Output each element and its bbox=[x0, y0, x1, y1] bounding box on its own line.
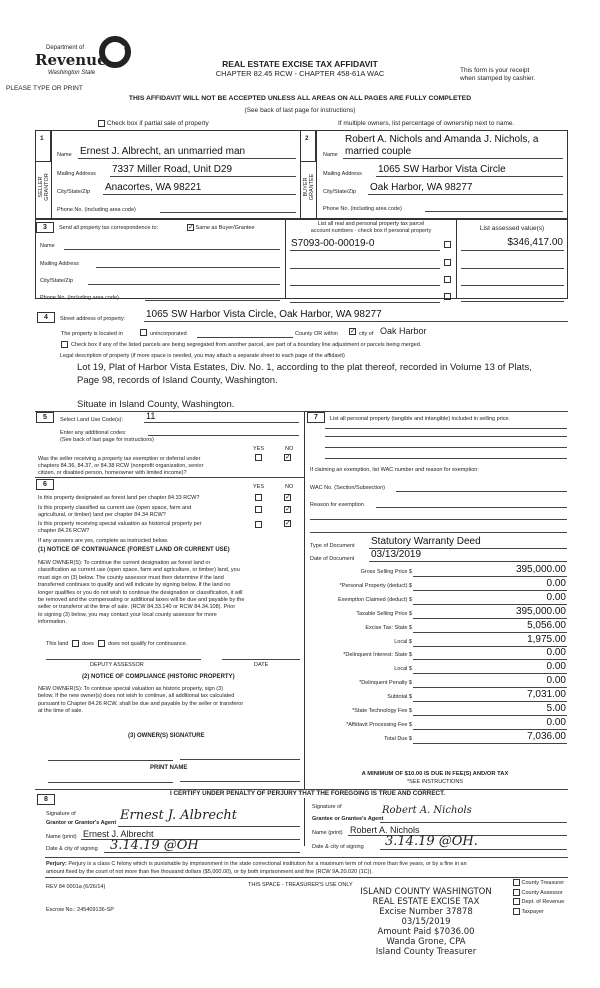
assessed-value[interactable]: $346,417.00 bbox=[507, 237, 563, 248]
amount-value[interactable]: 5.00 bbox=[546, 703, 566, 714]
section-7-number: 7 bbox=[307, 412, 325, 423]
amount-value[interactable]: 1,975.00 bbox=[527, 633, 566, 645]
segregated-checkbox[interactable] bbox=[61, 341, 68, 348]
amount-value[interactable]: 7,031.00 bbox=[527, 689, 566, 701]
personal-property-checkbox[interactable] bbox=[444, 259, 451, 266]
copy-checkbox[interactable]: County Treasurer bbox=[513, 879, 564, 889]
amount-label: Excise Tax: State $ bbox=[365, 624, 412, 631]
amount-label: Exemption Claimed (deduct) $ bbox=[338, 596, 412, 603]
personal-property-line[interactable] bbox=[325, 447, 567, 448]
logo-state: Washington State bbox=[48, 70, 96, 76]
buyer-grantee-label: BUYER GRANTEE bbox=[303, 173, 315, 201]
seller-name[interactable]: Ernest J. Albrecht, an unmarried man bbox=[80, 146, 246, 157]
grantee-date-city[interactable]: 3.14.19 @OH. bbox=[385, 834, 478, 849]
unincorporated-checkbox[interactable] bbox=[140, 329, 147, 336]
amount-value[interactable]: 395,000.00 bbox=[515, 605, 566, 617]
partial-sale-checkbox[interactable]: Check box if partial sale of property bbox=[98, 120, 209, 127]
deputy-assessor-line[interactable] bbox=[46, 659, 201, 660]
exemption-reason-field[interactable] bbox=[376, 507, 567, 508]
form-revision: REV 84 0001a (6/26/14) bbox=[46, 884, 106, 890]
personal-property-checkbox[interactable] bbox=[444, 241, 451, 248]
buyer-phone[interactable] bbox=[425, 211, 563, 212]
amount-label: *Personal Property (deduct) $ bbox=[339, 582, 412, 589]
amount-label: *Affidavit Processing Fee $ bbox=[346, 721, 412, 728]
section-3-number: 3 bbox=[36, 222, 54, 233]
historic-yes-checkbox[interactable] bbox=[255, 521, 262, 528]
forest-yes-checkbox[interactable] bbox=[255, 494, 262, 501]
receipt-note-2: when stamped by cashier. bbox=[460, 75, 536, 82]
buyer-address[interactable]: 1065 SW Harbor Vista Circle bbox=[378, 164, 506, 175]
amount-label: Local $ bbox=[394, 638, 412, 645]
buyer-city[interactable]: Oak Harbor, WA 98277 bbox=[370, 182, 473, 193]
property-city[interactable]: Oak Harbor bbox=[380, 326, 427, 336]
section-1-number: 1 bbox=[40, 135, 44, 142]
wac-number-field[interactable] bbox=[396, 491, 567, 492]
amount-value[interactable]: 0.00 bbox=[546, 675, 566, 687]
certify-statement: I CERTIFY UNDER PENALTY OF PERJURY THAT THE FOREGOING IS TRUE AND CORRECT. bbox=[170, 790, 445, 797]
section-8-number: 8 bbox=[37, 794, 55, 805]
logo-dept: Department of bbox=[46, 45, 85, 51]
tax-address-field[interactable] bbox=[96, 267, 280, 268]
situate[interactable]: Situate in Island County, Washington. bbox=[77, 399, 235, 410]
see-back: (See back of last page for instructions) bbox=[244, 107, 356, 114]
receipt-note-1: This form is your receipt bbox=[460, 67, 530, 74]
seller-city[interactable]: Anacortes, WA 98221 bbox=[105, 182, 202, 193]
additional-codes-field[interactable] bbox=[148, 435, 299, 436]
amount-label: Subtotal $ bbox=[387, 694, 412, 701]
amount-label: *Delinquent Penalty $ bbox=[359, 680, 412, 687]
qualifies-checkbox[interactable] bbox=[72, 640, 79, 647]
amount-label: *Delinquent Interest: State $ bbox=[343, 652, 412, 659]
legal-description-2[interactable]: Page 98, records of Island County, Washington. bbox=[77, 375, 278, 386]
amount-value[interactable]: 7,036.00 bbox=[527, 730, 566, 742]
tax-phone-field[interactable] bbox=[145, 300, 280, 301]
personal-property-checkbox[interactable] bbox=[444, 276, 451, 283]
section-5-number: 5 bbox=[36, 412, 54, 423]
personal-property-line[interactable] bbox=[325, 436, 567, 437]
amount-value[interactable]: 0.00 bbox=[546, 716, 566, 728]
amount-label: Local $ bbox=[394, 666, 412, 673]
exemption-yes-checkbox[interactable] bbox=[255, 454, 262, 461]
treasurer-stamp: ISLAND COUNTY WASHINGTON REAL ESTATE EXCISE TAX Excise Number 37878 03/15/2019 Amount Paid $7036.00 Wanda Grone, CPA Island County Treasurer bbox=[360, 887, 492, 957]
buyer-name-line1[interactable]: Robert A. Nichols and Amanda J. Nichols, a bbox=[345, 134, 539, 145]
tax-city-field[interactable] bbox=[88, 284, 280, 285]
copy-distribution bbox=[513, 879, 564, 917]
copy-checkbox[interactable]: Dept. of Revenue bbox=[513, 898, 564, 908]
copy-checkbox[interactable]: County Assessor bbox=[513, 889, 564, 899]
notice-continuance-text: NEW OWNER(S): To continue the current designation as forest land or classification as current use (open space, farm and agriculture, or timber) land, you must sign on (3) below. The county assessor must then determine if the land transferred continues to qualify and will indicate by signing below. If the land no longer qualifies or you do not wish to continue the designation or classification, it will be removed and the compensating or additional taxes will be due and payable by the seller or transferor at the time of sale. (RCW 84.33.140 or RCW 84.34.108). Prior to signing (3) below, you may contact your local county assessor for more information. bbox=[38, 560, 245, 626]
amount-value[interactable]: 395,000.00 bbox=[515, 564, 566, 575]
current-use-yes-checkbox[interactable] bbox=[255, 506, 262, 513]
not-qualifies-checkbox[interactable] bbox=[98, 640, 105, 647]
current-use-no-checkbox[interactable]: ✓ bbox=[285, 506, 291, 513]
warning: THIS AFFIDAVIT WILL NOT BE ACCEPTED UNLESS ALL AREAS ON ALL PAGES ARE FULLY COMPLETED bbox=[128, 95, 472, 102]
tax-name-field[interactable] bbox=[64, 249, 280, 250]
date-line[interactable] bbox=[222, 659, 300, 660]
parcel-number[interactable]: S7093-00-00019-0 bbox=[291, 238, 375, 249]
logo-revenue: Revenue bbox=[35, 51, 107, 69]
print-name-line[interactable] bbox=[180, 781, 300, 782]
personal-property-checkbox[interactable] bbox=[444, 293, 451, 300]
amount-label: Gross Selling Price $ bbox=[360, 569, 412, 575]
within-city-checkbox[interactable]: ✓ bbox=[350, 328, 356, 335]
seller-address[interactable]: 7337 Miller Road, Unit D29 bbox=[112, 164, 233, 175]
grantee-name[interactable]: Robert A. Nichols bbox=[350, 825, 420, 835]
document-type[interactable]: Statutory Warranty Deed bbox=[371, 536, 481, 547]
owner-signature-line[interactable] bbox=[180, 759, 300, 760]
perjury-notice: Perjury: Perjury is a class C felony which is punishable by imprisonment in the state correctional institution for a maximum term of not more than five years, or by a fine in an bbox=[46, 861, 467, 867]
amount-value[interactable]: 0.00 bbox=[546, 661, 566, 673]
grantee-signature[interactable]: Robert A. Nichols bbox=[382, 805, 472, 816]
forest-no-checkbox[interactable]: ✓ bbox=[285, 494, 291, 501]
escrow-number: Escrow No.: 245409136-SP bbox=[46, 907, 114, 913]
amount-label: Total Due $ bbox=[384, 735, 412, 742]
historic-no-checkbox[interactable]: ✓ bbox=[285, 520, 291, 527]
amount-label: *State Technology Fee $ bbox=[352, 708, 412, 714]
amount-label: Taxable Selling Price $ bbox=[356, 610, 412, 617]
form-chapter: CHAPTER 82.45 RCW - CHAPTER 458-61A WAC bbox=[215, 69, 385, 78]
amount-value[interactable]: 0.00 bbox=[546, 647, 566, 659]
seller-phone[interactable] bbox=[160, 212, 296, 213]
buyer-name[interactable]: married couple bbox=[345, 146, 412, 157]
grantor-date-city[interactable]: 3.14.19 @OH bbox=[110, 838, 199, 853]
notice-compliance-text: NEW OWNER(S): To continue special valuation as historic property, sign (3) below. If the new owner(s) does not wish to continue, all additional tax calculated pursuant to Chapter 84.26 RCW, shall be due and payable by the seller or transferor at the time of sale. bbox=[38, 686, 244, 715]
copy-checkbox[interactable]: Taxpayer bbox=[513, 908, 564, 918]
please-type: PLEASE TYPE OR PRINT bbox=[6, 85, 83, 92]
amount-value[interactable]: 0.00 bbox=[546, 591, 566, 603]
personal-property-line[interactable] bbox=[325, 428, 567, 429]
section-2-number: 2 bbox=[305, 135, 309, 142]
print-name-line[interactable] bbox=[48, 782, 173, 783]
section-4-number: 4 bbox=[37, 312, 55, 323]
document-date[interactable]: 03/13/2019 bbox=[371, 549, 422, 560]
form-title: REAL ESTATE EXCISE TAX AFFIDAVIT bbox=[222, 59, 378, 69]
exemption-no-checkbox[interactable]: ✓ bbox=[285, 454, 291, 461]
seller-grantor-label: SELLER GRANTOR bbox=[38, 173, 50, 201]
land-use-code[interactable]: 11 bbox=[146, 411, 156, 421]
same-as-buyer-checkbox[interactable]: ✓ Same as Buyer/Grantee bbox=[188, 224, 255, 231]
grantor-signature[interactable]: Ernest J. Albrecht bbox=[120, 808, 237, 823]
amount-value[interactable]: 0.00 bbox=[546, 577, 566, 589]
owner-signature-line[interactable] bbox=[48, 760, 173, 761]
personal-property-line[interactable] bbox=[325, 458, 567, 459]
property-street-address[interactable]: 1065 SW Harbor Vista Circle, Oak Harbor, WA 98277 bbox=[146, 309, 382, 320]
legal-description-1[interactable]: Lot 19, Plat of Harbor Vista Estates, Div. No. 1, according to the plat thereof, recorded in Volume 13 of Plats, bbox=[77, 362, 532, 373]
amount-value[interactable]: 5,056.00 bbox=[527, 619, 566, 631]
multiple-owners-note: If multiple owners, list percentage of ownership next to name. bbox=[338, 120, 515, 127]
section-6-number: 6 bbox=[36, 479, 54, 490]
grantor-name[interactable]: Ernest J. Albrecht bbox=[83, 829, 154, 839]
